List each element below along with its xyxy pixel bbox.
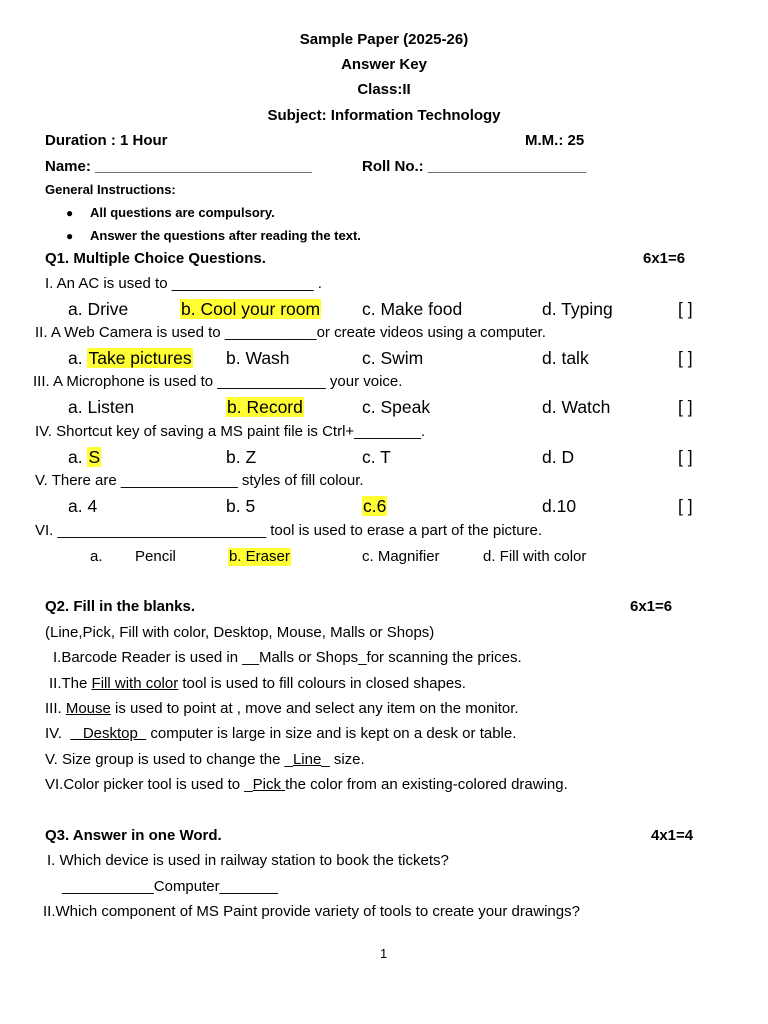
q1-4-option-c: c. T — [362, 447, 391, 467]
q1-1-option-a: a. Drive — [68, 299, 129, 319]
duration-label: Duration : 1 Hour — [45, 132, 168, 149]
instruction-item: All questions are compulsory. — [90, 205, 275, 220]
answer-bracket: [ ] — [678, 447, 693, 467]
q3-question-1: I. Which device is used in railway station to book the tickets? — [47, 852, 449, 869]
q1-question-5: V. There are ______________ styles of fill colour. — [35, 472, 364, 489]
answer-bracket: [ ] — [678, 299, 693, 319]
q1-question-3: III. A Microphone is used to _____________ your voice. — [33, 373, 403, 390]
q2-line-6: VI.Color picker tool is used to _Pick the color from an existing-colored drawing. — [45, 776, 568, 793]
page-number: 1 — [380, 946, 388, 961]
q1-6-option-a: a. — [90, 548, 103, 565]
answer-bracket: [ ] — [678, 397, 693, 417]
q2-line-2: II.The Fill with color tool is used to fill colours in closed shapes. — [49, 675, 466, 692]
roll-number-label: Roll No.: ___________________ — [362, 158, 587, 175]
q2-line-3: III. Mouse is used to point at , move and select any item on the monitor. — [45, 700, 519, 717]
q1-1-option-d: d. Typing — [542, 299, 613, 319]
q1-marks: 6x1=6 — [643, 250, 686, 267]
class-label: Class:II — [357, 81, 411, 98]
q2-marks: 6x1=6 — [630, 598, 673, 615]
q3-question-2: II.Which component of MS Paint provide variety of tools to create your drawings? — [43, 903, 580, 920]
q1-question-4: IV. Shortcut key of saving a MS paint file is Ctrl+________. — [35, 423, 426, 440]
q1-4-option-d: d. D — [542, 447, 575, 467]
q1-heading: Q1. Multiple Choice Questions. — [45, 250, 266, 267]
q1-question-6: VI. _________________________ tool is used to erase a part of the picture. — [35, 522, 543, 539]
q1-1-option-c: c. Make food — [362, 299, 463, 319]
q1-3-option-c: c. Speak — [362, 397, 431, 417]
q1-5-option-d: d.10 — [542, 496, 577, 516]
q3-heading: Q3. Answer in one Word. — [45, 827, 222, 844]
answer-bracket: [ ] — [678, 348, 693, 368]
q1-3-option-d: d. Watch — [542, 397, 611, 417]
q2-line-4: IV. Desktop computer is large in size and is kept on a desk or table. — [45, 725, 517, 742]
q1-2-option-a-answer: a. Take pictures — [68, 348, 192, 368]
instruction-item: Answer the questions after reading the text. — [90, 228, 361, 243]
q1-6-option-a-text: Pencil — [135, 548, 176, 565]
q2-heading: Q2. Fill in the blanks. — [45, 598, 196, 615]
subject-label: Subject: Information Technology — [267, 107, 501, 124]
max-marks-label: M.M.: 25 — [525, 132, 585, 149]
bullet-icon: ● — [66, 206, 74, 220]
q1-2-option-d: d. talk — [542, 348, 589, 368]
q2-word-bank: (Line,Pick, Fill with color, Desktop, Mouse, Malls or Shops) — [45, 624, 435, 641]
q2-line-5: V. Size group is used to change the _Line_ size. — [45, 751, 365, 768]
q1-4-option-b: b. Z — [226, 447, 257, 467]
q1-5-option-a: a. 4 — [68, 496, 98, 516]
q1-question-2: II. A Web Camera is used to ___________or create videos using a computer. — [35, 324, 546, 341]
q2-line-1: I.Barcode Reader is used in __Malls or Shops_for scanning the prices. — [53, 649, 522, 666]
q1-5-option-c-answer: c.6 — [363, 496, 387, 516]
q1-1-option-b-answer: b. Cool your room — [181, 299, 321, 319]
q1-4-option-a-answer: a. S — [68, 447, 101, 467]
q1-6-option-c: c. Magnifier — [362, 548, 440, 565]
name-field-label: Name: __________________________ — [45, 158, 312, 175]
q3-marks: 4x1=4 — [651, 827, 694, 844]
instructions-heading: General Instructions: — [45, 182, 176, 197]
answer-bracket: [ ] — [678, 496, 693, 516]
paper-title: Sample Paper (2025-26) — [299, 31, 469, 48]
q1-question-1: I. An AC is used to _________________ . — [45, 275, 322, 292]
bullet-icon: ● — [66, 229, 74, 243]
q1-6-option-d: d. Fill with color — [483, 548, 587, 565]
q1-5-option-b: b. 5 — [226, 496, 256, 516]
q1-3-option-a: a. Listen — [68, 397, 135, 417]
answer-key-label: Answer Key — [341, 56, 427, 73]
q3-answer-1: ___________Computer_______ — [62, 878, 279, 895]
q1-3-option-b-answer: b. Record — [227, 397, 303, 417]
q1-2-option-b: b. Wash — [226, 348, 290, 368]
q1-6-option-b-answer: b. Eraser — [229, 548, 290, 565]
q1-2-option-c: c. Swim — [362, 348, 424, 368]
